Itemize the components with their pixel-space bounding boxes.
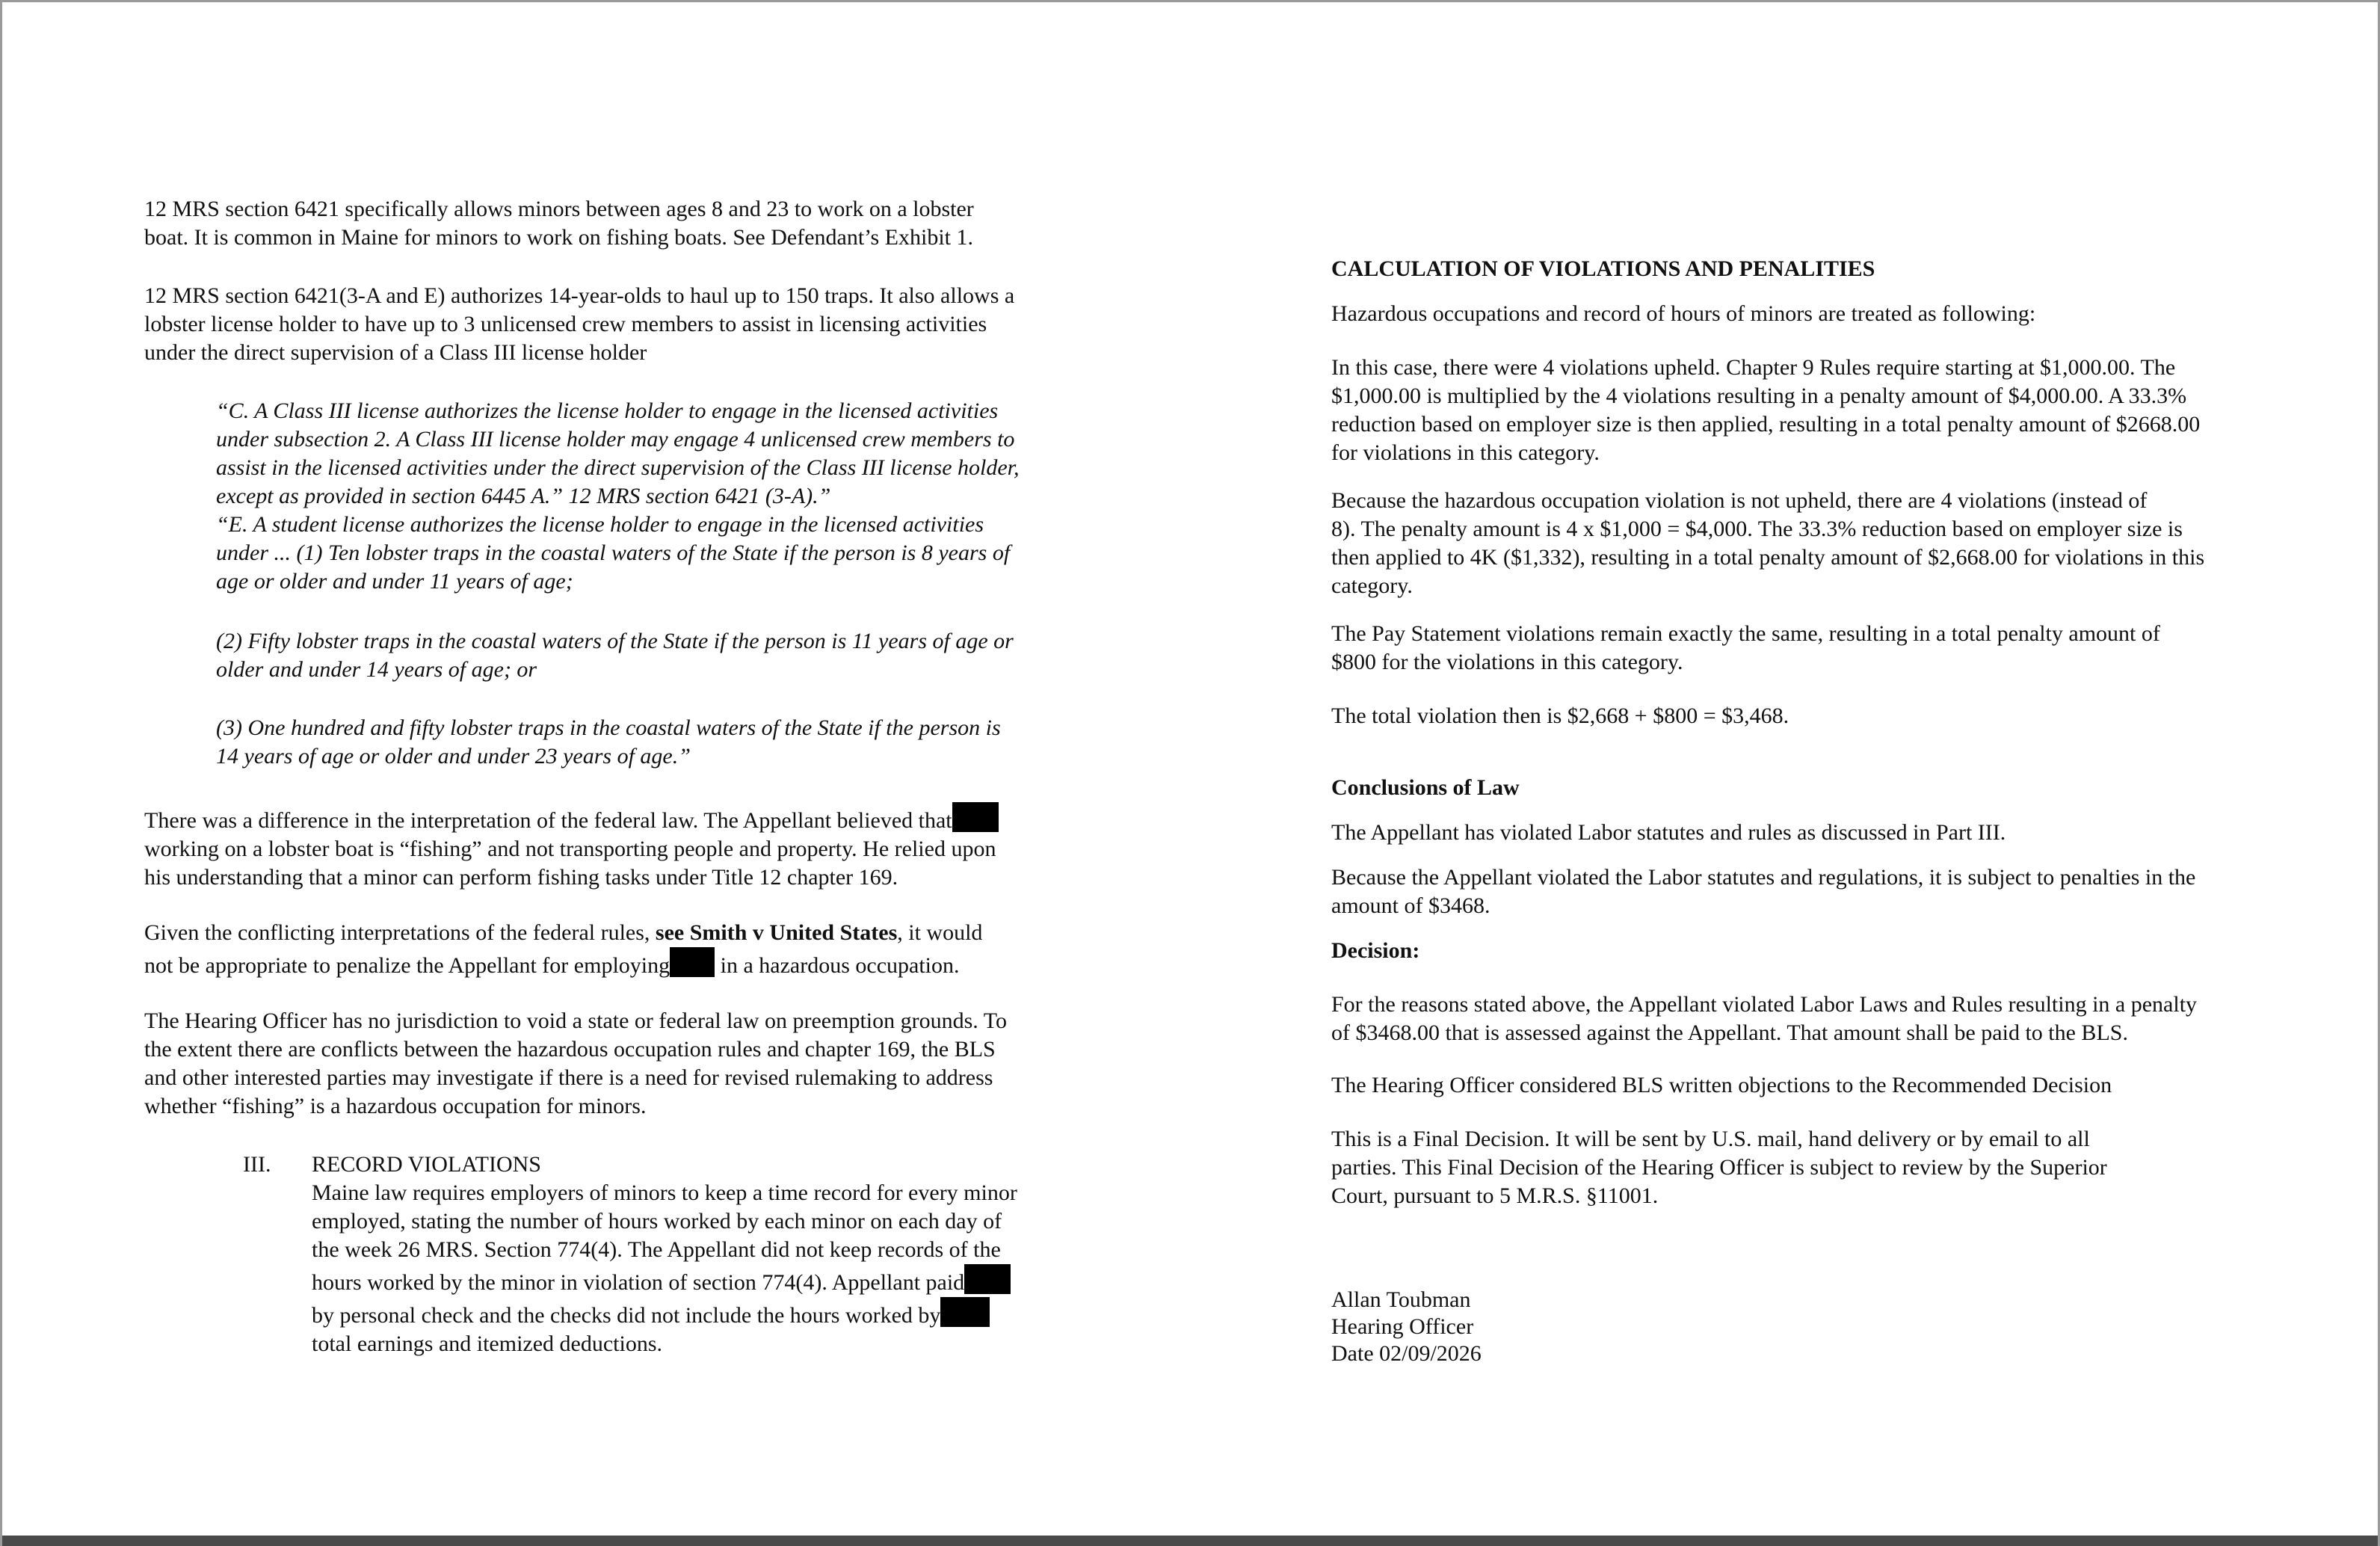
quote-line: under subsection 2. A Class III license holder may engage 4 unlicensed crew members to xyxy=(216,427,1015,452)
paragraph-bls-objections xyxy=(1331,1071,2112,1100)
text-fragment: , it would xyxy=(897,920,983,945)
text-line: The Hearing Officer considered BLS written objections to the Recommended Decision xyxy=(1331,1073,2112,1097)
redaction-block xyxy=(964,1264,1011,1294)
text-line: whether “fishing” is a hazardous occupation for minors. xyxy=(144,1094,647,1118)
redaction-block xyxy=(952,802,999,832)
quote-one-hundred-fifty-traps xyxy=(216,714,1001,771)
text-fragment: There was a difference in the interpretation of the federal law. The Appellant believed that xyxy=(144,808,952,833)
text-fragment: by personal check and the checks did not include the hours worked by xyxy=(312,1303,941,1328)
text-line: The Hearing Officer has no jurisdiction to void a state or federal law on preemption grounds. To xyxy=(144,1008,1007,1033)
paragraph-section-6421-traps xyxy=(144,282,1014,367)
text-line: the week 26 MRS. Section 774(4). The Appellant did not keep records of the xyxy=(312,1237,1001,1262)
paragraph-hazardous-treatment xyxy=(1331,300,2035,328)
section-title: RECORD VIOLATIONS xyxy=(312,1152,541,1177)
paragraph-total-violation xyxy=(1331,702,1789,730)
quote-line: older and under 14 years of age; or xyxy=(216,657,537,682)
heading-text: CALCULATION OF VIOLATIONS AND PENALITIES xyxy=(1331,256,1875,281)
text-line: of $3468.00 that is assessed against the Appellant. That amount shall be paid to the BLS. xyxy=(1331,1020,2128,1045)
text-line: 8). The penalty amount is 4 x $1,000 = $4,000. The 33.3% reduction based on employer size is xyxy=(1331,517,2183,541)
paragraph-violated-labor-statutes xyxy=(1331,819,2006,847)
paragraph-hazardous-not-upheld xyxy=(1331,487,2204,600)
text-line: In this case, there were 4 violations upheld. Chapter 9 Rules require starting at $1,000.00. The xyxy=(1331,355,2176,380)
section-body xyxy=(312,1151,1017,1358)
paragraph-pay-statement xyxy=(1331,620,2160,677)
heading-conclusions-of-law xyxy=(1331,774,1520,802)
text-line: employed, stating the number of hours worked by each minor on each day of xyxy=(312,1209,1002,1234)
text-line: then applied to 4K ($1,332), resulting in a total penalty amount of $2,668.00 for violations in this xyxy=(1331,545,2205,570)
text-line xyxy=(144,802,999,835)
text-line: The Pay Statement violations remain exactly the same, resulting in a total penalty amount of xyxy=(1331,621,2160,646)
text-line: $1,000.00 is multiplied by the 4 violations resulting in a penalty amount of $4,000.00. A 33.3% xyxy=(1331,384,2187,408)
text-line xyxy=(144,947,982,980)
text-line: under the direct supervision of a Class III license holder xyxy=(144,340,647,365)
text-line: Maine law requires employers of minors to keep a time record for every minor xyxy=(312,1180,1017,1205)
paragraph-jurisdiction xyxy=(144,1007,1007,1121)
paragraph-decision-penalty xyxy=(1331,991,2197,1047)
quote-line: “E. A student license authorizes the license holder to engage in the licensed activities xyxy=(216,512,984,537)
quote-line: “C. A Class III license authorizes the license holder to engage in the licensed activities xyxy=(216,398,999,423)
text-line xyxy=(312,1297,1017,1330)
redaction-block xyxy=(670,947,715,977)
heading-text: Decision: xyxy=(1331,938,1420,963)
paragraph-four-violations xyxy=(1331,354,2200,467)
text-line: amount of $3468. xyxy=(1331,893,1490,918)
quote-line: age or older and under 11 years of age; xyxy=(216,569,573,594)
text-line xyxy=(312,1264,1017,1297)
text-line: for violations in this category. xyxy=(1331,440,1600,465)
text-line: boat. It is common in Maine for minors to work on fishing boats. See Defendant’s Exhibit 1. xyxy=(144,225,974,250)
text-line: 12 MRS section 6421 specifically allows minors between ages 8 and 23 to work on a lobster xyxy=(144,197,974,221)
text-line: lobster license holder to have up to 3 unlicensed crew members to assist in licensing activities xyxy=(144,312,987,336)
text-line: and other interested parties may investigate if there is a need for revised rulemaking to address xyxy=(144,1065,993,1090)
text-line xyxy=(144,919,982,947)
signer-name: Allan Toubman xyxy=(1331,1287,1471,1312)
redaction-block xyxy=(940,1297,990,1327)
quote-line: under ... (1) Ten lobster traps in the coastal waters of the State if the person is 8 years of xyxy=(216,541,1011,565)
text-line: Hazardous occupations and record of hours of minors are treated as following: xyxy=(1331,301,2036,326)
quote-line: 14 years of age or older and under 23 years of age.” xyxy=(216,744,691,769)
text-line: For the reasons stated above, the Appellant violated Labor Laws and Rules resulting in a penalty xyxy=(1331,992,2198,1017)
paragraph-federal-interpretation xyxy=(144,802,999,892)
section-number: III. xyxy=(243,1152,271,1177)
viewer-bottom-edge xyxy=(2,1536,2378,1546)
quote-class-iii-student-license xyxy=(216,397,1020,596)
text-line: Because the hazardous occupation violation is not upheld, there are 4 violations (instead of xyxy=(1331,488,2148,513)
text-line: category. xyxy=(1331,573,1413,598)
text-line: Court, pursuant to 5 M.R.S. §11001. xyxy=(1331,1183,1659,1208)
text-fragment: in a hazardous occupation. xyxy=(715,953,960,978)
signature-date: Date 02/09/2026 xyxy=(1331,1341,1482,1366)
heading-decision xyxy=(1331,937,1419,965)
text-fragment: not be appropriate to penalize the Appellant for employing xyxy=(144,953,670,978)
paragraph-final-decision xyxy=(1331,1125,2107,1210)
text-line: the extent there are conflicts between the hazardous occupation rules and chapter 169, the BLS xyxy=(144,1037,996,1062)
text-line: The total violation then is $2,668 + $800 = $3,468. xyxy=(1331,703,1789,728)
quote-fifty-traps xyxy=(216,627,1014,684)
paragraph-subject-to-penalties xyxy=(1331,863,2195,920)
quote-line: except as provided in section 6445 A.” 12 MRS section 6421 (3-A).” xyxy=(216,484,831,508)
text-line: 12 MRS section 6421(3-A and E) authorizes 14-year-olds to haul up to 150 traps. It also allows a xyxy=(144,283,1015,308)
case-citation: see Smith v United States xyxy=(655,920,898,945)
paragraph-conflicting-interpretations xyxy=(144,919,982,980)
text-line: his understanding that a minor can perform fishing tasks under Title 12 chapter 169. xyxy=(144,865,898,890)
signer-title: Hearing Officer xyxy=(1331,1314,1474,1339)
signature-block xyxy=(1331,1287,1482,1367)
quote-line: assist in the licensed activities under the direct supervision of the Class III license holder, xyxy=(216,455,1020,480)
paragraph-minors-lobster-boat xyxy=(144,195,974,252)
text-line: working on a lobster boat is “fishing” and not transporting people and property. He relied upon xyxy=(144,837,996,861)
text-line: The Appellant has violated Labor statutes and rules as discussed in Part III. xyxy=(1331,820,2006,845)
text-line: Because the Appellant violated the Labor statutes and regulations, it is subject to penalties in the xyxy=(1331,865,2196,890)
text-line: This is a Final Decision. It will be sent by U.S. mail, hand delivery or by email to all xyxy=(1331,1127,2090,1151)
quote-line: (2) Fifty lobster traps in the coastal waters of the State if the person is 11 years of age or xyxy=(216,629,1014,653)
text-line: parties. This Final Decision of the Hearing Officer is subject to review by the Superior xyxy=(1331,1155,2107,1180)
quote-line: (3) One hundred and fifty lobster traps in the coastal waters of the State if the person is xyxy=(216,715,1001,740)
heading-text: Conclusions of Law xyxy=(1331,775,1520,800)
text-fragment: Given the conflicting interpretations of the federal rules, xyxy=(144,920,656,945)
text-line: total earnings and itemized deductions. xyxy=(312,1331,663,1356)
text-fragment: hours worked by the minor in violation of section 774(4). Appellant paid xyxy=(312,1270,965,1295)
text-line: $800 for the violations in this category. xyxy=(1331,650,1683,674)
heading-calculation xyxy=(1331,255,1875,283)
text-line: reduction based on employer size is then applied, resulting in a total penalty amount of $2668.00 xyxy=(1331,412,2201,437)
